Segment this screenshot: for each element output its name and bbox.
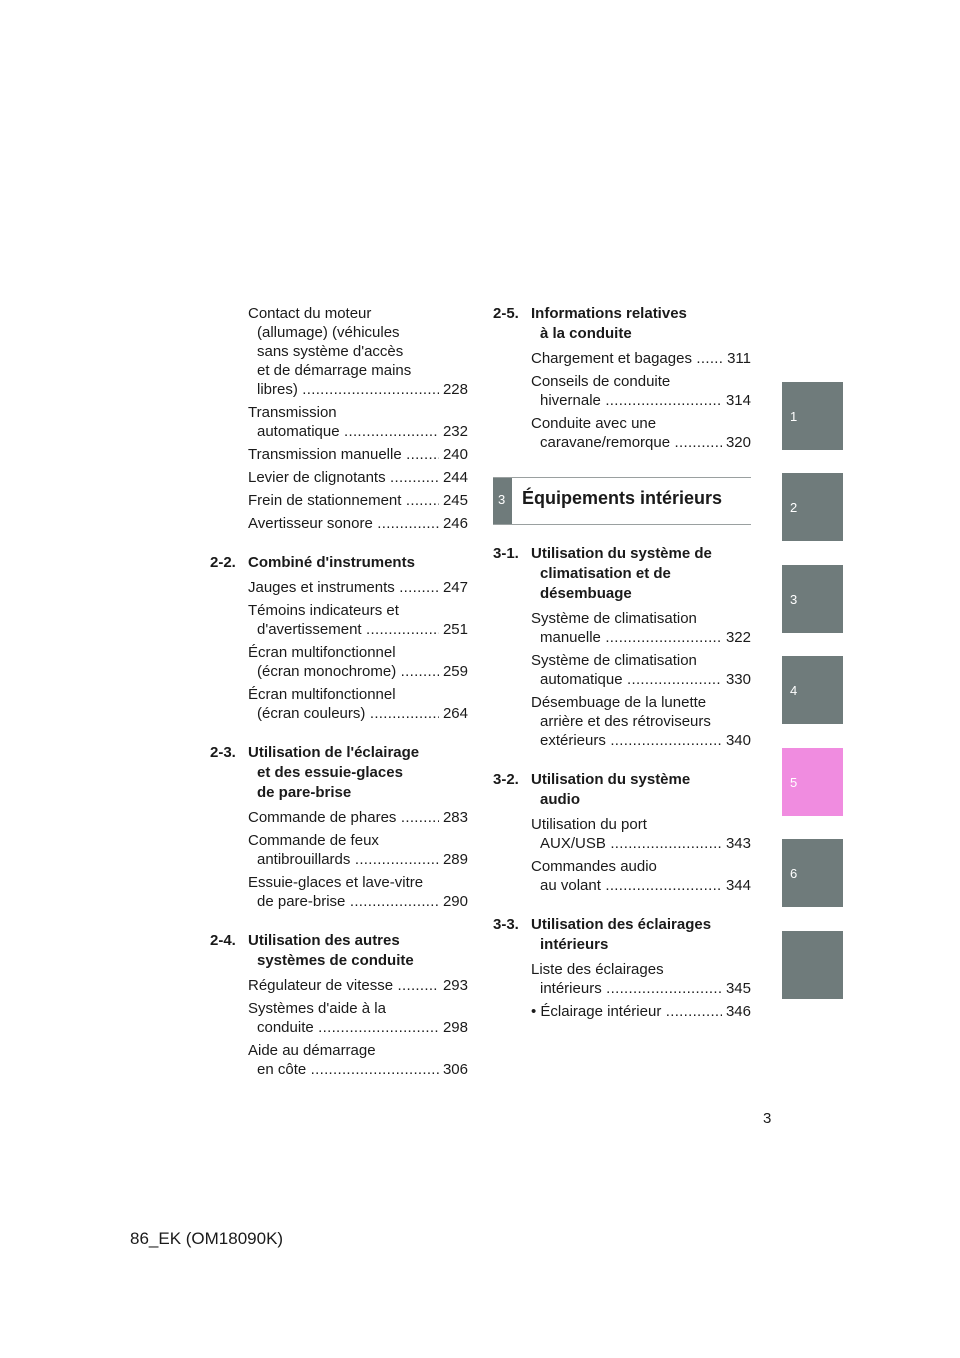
section-number: 2-5. <box>493 305 519 322</box>
section-title <box>210 553 468 573</box>
section-3-2 <box>493 770 751 895</box>
toc-entry-text: Contact du moteur <box>248 305 372 322</box>
toc-page-number: 246 <box>439 514 468 533</box>
toc-page-number: 322 <box>722 628 751 647</box>
toc-entry[interactable] <box>248 468 468 487</box>
toc-entry-text: Transmission <box>248 404 337 421</box>
toc-entry-text: Transmission manuelle ..... <box>248 445 468 464</box>
section-2-2 <box>210 553 468 723</box>
toc-page-number: 244 <box>439 468 468 487</box>
toc-page-number: 298 <box>439 1018 468 1037</box>
toc-entry-text: manuelle ..... <box>531 628 751 647</box>
section-number: 3-3. <box>493 916 519 933</box>
chapter-tab-3[interactable] <box>782 565 843 633</box>
toc-entry-text: automatique ..... <box>248 422 468 441</box>
toc-entry-text: d'avertissement ..... <box>248 620 468 639</box>
toc-page-number: 346 <box>722 1002 751 1021</box>
toc-entry-text: Systèmes d'aide à la <box>248 1000 386 1017</box>
section-items <box>210 976 468 1079</box>
toc-entry[interactable] <box>248 578 468 597</box>
toc-entry-text: Conduite avec une <box>531 415 657 432</box>
toc-entry[interactable] <box>248 445 468 464</box>
toc-entry-text: extérieurs ..... <box>531 731 751 750</box>
toc-entry[interactable] <box>531 651 751 689</box>
toc-entry[interactable] <box>531 857 751 895</box>
section-2-5 <box>493 304 751 452</box>
section-items <box>493 815 751 895</box>
toc-entry-text: au volant ..... <box>531 876 751 895</box>
toc-entry-text: • Éclairage intérieur ..... <box>531 1002 751 1021</box>
toc-entry-text: Levier de clignotants ..... <box>248 468 468 487</box>
section-heading[interactable] <box>210 743 468 803</box>
document-code: 86_EK (OM18090K) <box>130 1229 284 1248</box>
chapter-number-tab <box>493 478 512 524</box>
toc-entry-text: (écran monochrome) ..... <box>248 662 468 681</box>
section-items <box>493 349 751 452</box>
section-number: 2-4. <box>210 932 236 949</box>
section-title <box>493 544 751 604</box>
toc-right-column <box>493 304 751 452</box>
toc-page-number: 240 <box>439 445 468 464</box>
toc-entry-text: (écran couleurs) ..... <box>248 704 468 723</box>
section-heading[interactable] <box>493 770 751 810</box>
toc-entry[interactable] <box>248 601 468 639</box>
chapter-title: Équipements intérieurs <box>522 488 723 508</box>
section-3-3 <box>493 915 751 1021</box>
section-number: 3-2. <box>493 771 519 788</box>
toc-right-column-lower <box>493 544 751 1021</box>
toc-page-number: 340 <box>722 731 751 750</box>
toc-entry-text: Écran multifonctionnel <box>248 644 396 661</box>
toc-entry[interactable] <box>531 414 751 452</box>
toc-entry[interactable] <box>531 349 751 368</box>
chapter-number: 3 <box>498 492 506 507</box>
toc-entry-text: et de démarrage mains <box>257 362 412 379</box>
toc-entry[interactable] <box>531 693 751 750</box>
toc-page-number: 343 <box>722 834 751 853</box>
section-title-line: Utilisation du système <box>531 771 691 788</box>
toc-page-number: 245 <box>439 491 468 510</box>
chapter-tab-1[interactable] <box>782 382 843 450</box>
section-title-line: audio <box>540 791 580 808</box>
section-title-line: Utilisation des éclairages <box>531 916 712 933</box>
toc-page-number: 232 <box>439 422 468 441</box>
toc-entry-text: de pare-brise ..... <box>248 892 468 911</box>
chapter-header[interactable] <box>493 477 751 525</box>
toc-entry-text: hivernale ..... <box>531 391 751 410</box>
toc-entry-text: automatique ..... <box>531 670 751 689</box>
section-title-line: climatisation et de <box>540 565 671 582</box>
toc-entry-text: Conseils de conduite <box>531 373 671 390</box>
tab-label: 4 <box>790 683 798 698</box>
page-number: 3 <box>763 1110 772 1127</box>
chapter-tab-4[interactable] <box>782 656 843 724</box>
section-number: 3-1. <box>493 545 519 562</box>
tab-label: 1 <box>790 409 798 424</box>
tab-label: 6 <box>790 866 798 881</box>
toc-entry[interactable] <box>248 1041 468 1079</box>
section-items <box>493 609 751 750</box>
section-title-line: désembuage <box>540 585 632 602</box>
toc-entry[interactable] <box>248 873 468 911</box>
toc-page-number: 289 <box>439 850 468 869</box>
section-title-line: intérieurs <box>540 936 609 953</box>
toc-entry-text: Témoins indicateurs et <box>248 602 399 619</box>
toc-entry-text: Commande de phares ..... <box>248 808 468 827</box>
toc-entry-text: Frein de stationnement ..... <box>248 491 468 510</box>
toc-entry[interactable] <box>531 1002 751 1021</box>
section-title-line: systèmes de conduite <box>257 952 414 969</box>
toc-entry[interactable] <box>248 831 468 869</box>
toc-page-number: 320 <box>722 433 751 452</box>
toc-page-number: 283 <box>439 808 468 827</box>
toc-page-number: 293 <box>439 976 468 995</box>
section-title-line: Utilisation des autres <box>248 932 400 949</box>
tab-label: 2 <box>790 500 798 515</box>
toc-page-number: 330 <box>722 670 751 689</box>
section-2-4 <box>210 931 468 1079</box>
toc-entry[interactable] <box>248 304 468 399</box>
toc-entry[interactable] <box>531 960 751 998</box>
toc-left-column <box>210 304 468 1079</box>
toc-entry-text: sans système d'accès <box>257 343 404 360</box>
toc-entry-text: Utilisation du port <box>531 816 647 833</box>
section-title-line: à la conduite <box>540 325 632 342</box>
tab-label: 5 <box>790 775 798 790</box>
toc-page-number: 306 <box>439 1060 468 1079</box>
chapter-tab-5[interactable] <box>782 748 843 816</box>
section-heading[interactable] <box>493 915 751 955</box>
toc-entry-text: Chargement et bagages ..... <box>531 349 751 368</box>
toc-entry-text: Commandes audio <box>531 858 657 875</box>
toc-entry[interactable] <box>248 514 468 533</box>
toc-entry[interactable] <box>248 491 468 510</box>
toc-entry-text: Jauges et instruments ..... <box>248 578 468 597</box>
section-items <box>210 808 468 911</box>
toc-entry-text: Aide au démarrage <box>248 1042 376 1059</box>
toc-page-number: 228 <box>439 380 468 399</box>
toc-entry[interactable] <box>531 815 751 853</box>
toc-entry[interactable] <box>248 808 468 827</box>
toc-page-number: 311 <box>723 349 751 368</box>
toc-entry[interactable] <box>248 403 468 441</box>
toc-entry-text: Essuie-glaces et lave-vitre <box>248 874 424 891</box>
toc-page-number: 247 <box>439 578 468 597</box>
section-title-line: Utilisation de l'éclairage <box>248 744 420 761</box>
section-items <box>493 960 751 1021</box>
toc-entry[interactable] <box>531 372 751 410</box>
section-title <box>210 931 468 971</box>
toc-page-number: 290 <box>439 892 468 911</box>
section-number: 2-3. <box>210 744 236 761</box>
toc-page-number: 344 <box>722 876 751 895</box>
toc-entry[interactable] <box>248 999 468 1037</box>
section-title <box>210 743 468 803</box>
toc-entry-text: Système de climatisation <box>531 652 697 669</box>
chapter-tab-6[interactable] <box>782 839 843 907</box>
toc-page-number: 345 <box>722 979 751 998</box>
toc-entry[interactable] <box>531 609 751 647</box>
toc-page-number: 314 <box>722 391 751 410</box>
toc-entry-text: conduite ..... <box>248 1018 468 1037</box>
section-number: 2-2. <box>210 554 236 571</box>
toc-page-number: 251 <box>439 620 468 639</box>
toc-entry-text: Système de climatisation <box>531 610 697 627</box>
section-title <box>493 304 751 344</box>
section-title-line: Combiné d'instruments <box>248 554 415 571</box>
section-title-line: et des essuie-glaces <box>257 764 403 781</box>
section-3-1 <box>493 544 751 750</box>
toc-page-number: 264 <box>439 704 468 723</box>
toc-entry[interactable] <box>248 643 468 681</box>
section-heading[interactable] <box>210 553 468 573</box>
toc-entry[interactable] <box>248 685 468 723</box>
toc-entry-text: Avertisseur sonore ..... <box>248 514 468 533</box>
toc-page-number: 259 <box>439 662 468 681</box>
section-title-line: Utilisation du système de <box>531 545 712 562</box>
section-heading[interactable] <box>210 931 468 971</box>
toc-group-ignition <box>210 304 468 533</box>
section-title-line: Informations relatives <box>531 305 687 322</box>
toc-entry-text: caravane/remorque ..... <box>531 433 751 452</box>
toc-entry[interactable] <box>248 976 468 995</box>
tab-label: 3 <box>790 592 798 607</box>
toc-entry-text: en côte ..... <box>248 1060 468 1079</box>
toc-entry-text: libres) ..... <box>248 380 468 399</box>
section-heading[interactable] <box>493 544 751 604</box>
chapter-tab-7[interactable] <box>782 931 843 999</box>
chapter-tab-2[interactable] <box>782 473 843 541</box>
toc-entry-text: Commande de feux <box>248 832 379 849</box>
toc-entry-text: Désembuage de la lunette <box>531 694 707 711</box>
toc-entry-text: AUX/USB ..... <box>531 834 751 853</box>
toc-entry-text: Liste des éclairages <box>531 961 664 978</box>
toc-entry-text: Écran multifonctionnel <box>248 686 396 703</box>
toc-entry-text: antibrouillards ..... <box>248 850 468 869</box>
toc-entry-text: intérieurs ..... <box>531 979 751 998</box>
section-title <box>493 915 751 955</box>
toc-entry-text: arrière et des rétroviseurs <box>540 713 711 730</box>
section-title-line: de pare-brise <box>257 784 352 801</box>
section-items <box>210 578 468 723</box>
toc-entry-text: Régulateur de vitesse ..... <box>248 976 468 995</box>
section-heading[interactable] <box>493 304 751 344</box>
toc-entry-text: (allumage) (véhicules <box>257 324 400 341</box>
section-2-3 <box>210 743 468 911</box>
section-title <box>493 770 751 810</box>
